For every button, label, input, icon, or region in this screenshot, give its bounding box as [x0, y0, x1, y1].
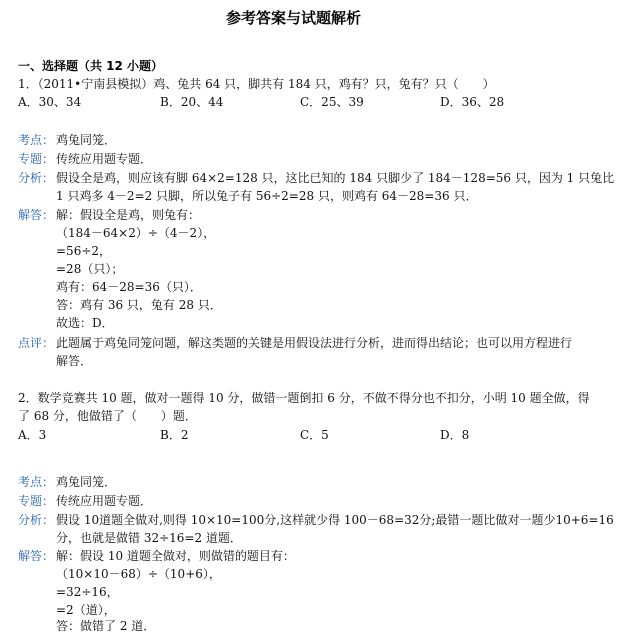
q1-jieda-line: 故选：D． — [56, 316, 114, 330]
q1-kaodian: 鸡兔同笼． — [56, 133, 117, 147]
q1-dianping-label: 点评： — [18, 336, 55, 350]
q2-jieda-line: =32÷16， — [56, 585, 119, 599]
q2-jieda-line: 解：假设 10 道题全做对，则做错的题目有： — [56, 549, 295, 563]
q1-option-b: B．20、44 — [160, 95, 224, 109]
question-1-text: 1．（2011•宁南县模拟）鸡、兔共 64 只，脚共有 184 只，鸡有？只，兔有？只（ ） — [18, 77, 495, 91]
q2-option-a: A．3 — [18, 428, 47, 442]
q1-option-a: A．30、34 — [18, 95, 82, 109]
q1-dianping-line: 此题属于鸡兔同笼问题，解这类题的关键是用假设法进行分析，进而得出结论；也可以用方程进行 — [56, 336, 573, 350]
q2-zhuanti-label: 专题： — [18, 494, 55, 508]
q2-fenxi-line: 分，也就是做错 32÷16=2 道题． — [56, 531, 242, 545]
q2-jieda-line: （10×10－68）÷（10+6）， — [56, 567, 221, 581]
q2-jieda-line: =2（道）， — [56, 603, 116, 617]
q1-jieda-line: （184－64×2）÷（4－2）， — [56, 226, 216, 240]
q2-jieda-line: 答：做错了 2 道． — [56, 619, 156, 633]
q1-jieda-line: 鸡有：64－28=36（只）． — [56, 280, 202, 294]
q1-kaodian-label: 考点： — [18, 133, 55, 147]
q1-jieda-line: =56÷2， — [56, 244, 112, 258]
q2-option-d: D．8 — [440, 428, 470, 442]
section-heading: 一、选择题（共 12 小题） — [18, 59, 164, 73]
q1-jieda-line: 解：假设全是鸡，则兔有： — [56, 208, 201, 222]
q1-fenxi-line: 假设全是鸡，则应该有脚 64×2=128 只，这比已知的 184 只脚少了 184－128=56 只，因为 1 只兔比 — [56, 171, 615, 185]
q1-fenxi-line: 1 只鸡多 4－2=2 只脚，所以兔子有 56÷2=28 只，则鸡有 64－28=36 只． — [56, 189, 478, 203]
q2-fenxi-line: 假设 10道题全做对,则得 10×10=100分,这样就少得 100－68=32分;最错一题比做对一题少10+6=16 — [56, 513, 614, 527]
q2-jieda-label: 解答： — [18, 549, 55, 563]
q1-jieda-label: 解答： — [18, 208, 55, 222]
q2-zhuanti: 传统应用题专题． — [56, 494, 153, 508]
q2-kaodian: 鸡兔同笼． — [56, 475, 117, 489]
q1-zhuanti: 传统应用题专题． — [56, 152, 153, 166]
q1-dianping-line: 解答． — [56, 354, 93, 368]
q2-kaodian-label: 考点： — [18, 475, 55, 489]
question-2-text: 了 68 分，他做错了（ ）题． — [18, 409, 197, 423]
page-title: 参考答案与试题解析 — [226, 9, 362, 27]
q2-option-c: C．5 — [300, 428, 329, 442]
q1-zhuanti-label: 专题： — [18, 152, 55, 166]
q1-fenxi-label: 分析： — [18, 171, 55, 185]
q1-jieda-line: 答：鸡有 36 只，兔有 28 只． — [56, 298, 222, 312]
q1-option-c: C．25、39 — [300, 95, 364, 109]
question-2-text: 2．数学竞赛共 10 题，做对一题得 10 分，做错一题倒扣 6 分，不做不得分也不扣分，小明 10 题全做，得 — [18, 391, 590, 405]
q1-jieda-line: =28（只）； — [56, 262, 124, 276]
q1-option-d: D．36、28 — [440, 95, 505, 109]
q2-fenxi-label: 分析： — [18, 513, 55, 527]
q2-option-b: B．2 — [160, 428, 189, 442]
